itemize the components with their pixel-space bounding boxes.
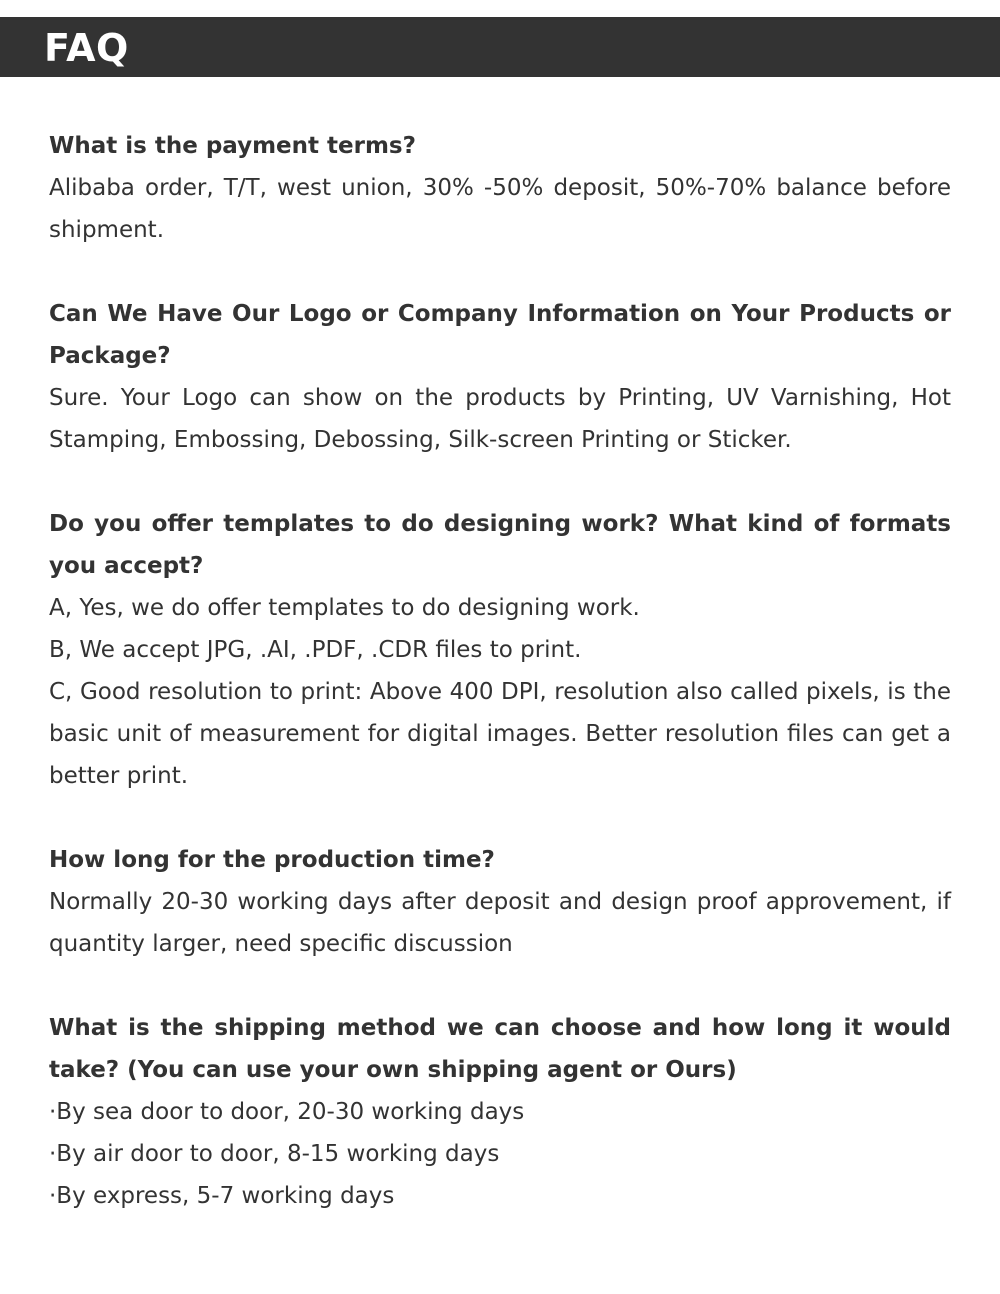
faq-question: How long for the production time?: [49, 847, 495, 873]
page-title: FAQ: [44, 26, 129, 70]
shipping-option-air: ·By air door to door, 8-15 working days: [49, 1141, 500, 1167]
faq-list: [49, 125, 951, 1259]
faq-item-production-time: [49, 839, 951, 965]
faq-question: Do you offer templates to do designing work? What kind of formats you accept?: [49, 511, 951, 579]
faq-answer-line: C, Good resolution to print: Above 400 DPI, resolution also called pixels, is the basic unit of measurement for digital images. Better resolution files can get a better print.: [49, 679, 951, 789]
shipping-option-express: ·By express, 5-7 working days: [49, 1183, 395, 1209]
shipping-option-sea: ·By sea door to door, 20-30 working days: [49, 1099, 525, 1125]
faq-item-payment-terms: [49, 125, 951, 251]
faq-answer-line: B, We accept JPG, .AI, .PDF, .CDR files to print.: [49, 637, 582, 663]
faq-answer: Normally 20-30 working days after deposit and design proof approvement, if quantity larger, need specific discussion: [49, 889, 951, 957]
faq-item-logo: [49, 293, 951, 461]
faq-answer: Alibaba order, T/T, west union, 30% -50% deposit, 50%-70% balance before shipment.: [49, 175, 951, 243]
faq-header-bar: [0, 17, 1000, 77]
faq-question: What is the payment terms?: [49, 133, 416, 159]
faq-item-shipping: [49, 1007, 951, 1217]
faq-question: Can We Have Our Logo or Company Information on Your Products or Package?: [49, 301, 951, 369]
faq-answer-line: A, Yes, we do offer templates to do designing work.: [49, 595, 640, 621]
faq-item-templates: [49, 503, 951, 797]
faq-answer: Sure. Your Logo can show on the products by Printing, UV Varnishing, Hot Stamping, Embossing, Debossing, Silk-screen Printing or Sticker.: [49, 385, 951, 453]
faq-question: What is the shipping method we can choose and how long it would take? (You can use your own shipping agent or Ours): [49, 1015, 951, 1083]
